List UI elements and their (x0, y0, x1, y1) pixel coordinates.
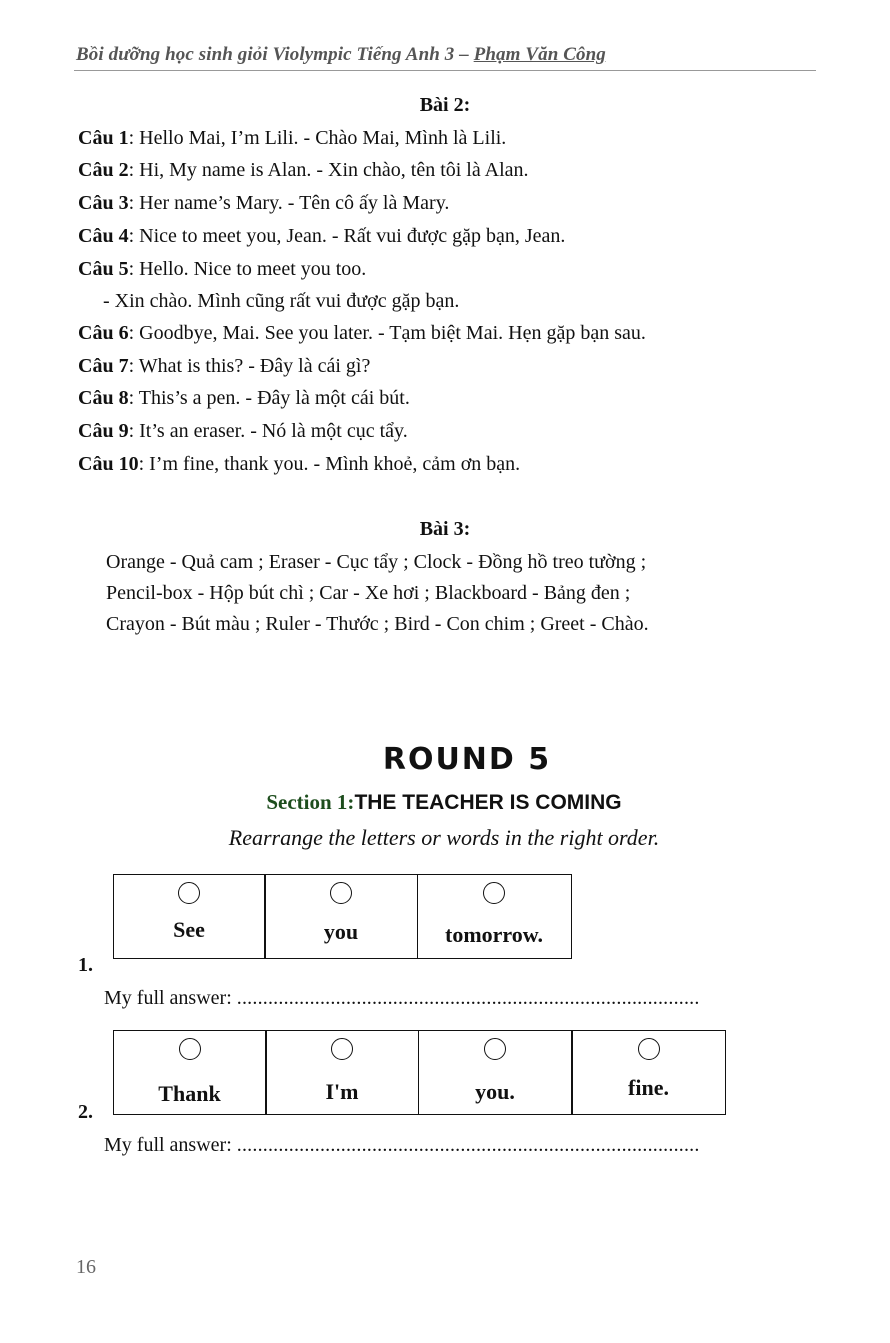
card-word: tomorrow. (445, 922, 543, 947)
question-number: 2. (78, 1101, 93, 1123)
answer-line[interactable]: My full answer: ......................................................................................... (104, 987, 700, 1009)
section-label: Section 1: (266, 790, 355, 814)
card-word: fine. (628, 1075, 669, 1100)
bai2-item: Câu 6: Goodbye, Mai. See you later. - Tạm biệt Mai. Hẹn gặp bạn sau. (78, 322, 646, 344)
choice-circle[interactable] (638, 1038, 660, 1060)
header-author: Phạm Văn Công (473, 44, 606, 65)
bai2-item: Câu 5: Hello. Nice to meet you too. (78, 258, 367, 280)
vocab-line: Crayon - Bút màu ; Ruler - Thước ; Bird - Con chim ; Greet - Chào. (106, 613, 649, 635)
word-card-row-2 (114, 1030, 726, 1115)
answer-line[interactable]: My full answer: ......................................................................................... (104, 1134, 700, 1156)
word-card-row-1 (114, 874, 572, 959)
bai2-heading: Bài 2: (419, 94, 471, 116)
bai2-item-continuation: - Xin chào. Mình cũng rất vui được gặp bạn. (103, 290, 460, 312)
page-number: 16 (76, 1256, 96, 1278)
choice-circle[interactable] (484, 1038, 506, 1060)
vocab-line: Orange - Quả cam ; Eraser - Cục tẩy ; Clock - Đồng hồ treo tường ; (106, 551, 647, 573)
word-card[interactable] (571, 1030, 726, 1115)
bai2-item: Câu 4: Nice to meet you, Jean. - Rất vui được gặp bạn, Jean. (78, 225, 566, 247)
bai3-heading: Bài 3: (419, 518, 471, 540)
choice-circle[interactable] (483, 882, 505, 904)
instruction: Rearrange the letters or words in the right order. (228, 825, 660, 850)
word-card[interactable] (417, 874, 572, 959)
bai2-item: Câu 3: Her name’s Mary. - Tên cô ấy là Mary. (78, 192, 450, 214)
round-title: ROUND 5 (382, 742, 552, 777)
bai2-item: Câu 7: What is this? - Đây là cái gì? (78, 355, 371, 377)
vocab-line: Pencil-box - Hộp bút chì ; Car - Xe hơi ; Blackboard - Bảng đen ; (106, 582, 631, 604)
question-number: 1. (78, 954, 93, 976)
bai2-item: Câu 9: It’s an eraser. - Nó là một cục tẩy. (78, 420, 408, 442)
word-card[interactable] (265, 1030, 419, 1115)
header-title: Bồi dưỡng học sinh giỏi Violympic Tiếng Anh 3 – (76, 44, 474, 65)
choice-circle[interactable] (331, 1038, 353, 1060)
choice-circle[interactable] (179, 1038, 201, 1060)
bai2-item: Câu 2: Hi, My name is Alan. - Xin chào, tên tôi là Alan. (78, 159, 529, 181)
word-card[interactable] (418, 1030, 573, 1115)
bai2-item: Câu 1: Hello Mai, I’m Lili. - Chào Mai, Mình là Lili. (78, 127, 507, 149)
card-word: I'm (325, 1079, 359, 1104)
card-word: you (323, 919, 359, 944)
bai2-item: Câu 10: I’m fine, thank you. - Mình khoẻ, cảm ơn bạn. (78, 453, 521, 475)
bai2-item: Câu 8: This’s a pen. - Đây là một cái bút. (78, 387, 410, 409)
choice-circle[interactable] (330, 882, 352, 904)
word-card[interactable] (113, 1030, 267, 1115)
word-card[interactable] (264, 874, 418, 959)
header-divider (74, 70, 816, 71)
section-heading (0, 790, 888, 815)
card-word: you. (475, 1079, 515, 1104)
running-header (76, 44, 606, 66)
choice-circle[interactable] (178, 882, 200, 904)
section-title: THE TEACHER IS COMING (354, 791, 622, 814)
word-card[interactable] (113, 874, 266, 959)
card-word: Thank (158, 1081, 221, 1106)
card-word: See (173, 917, 205, 942)
